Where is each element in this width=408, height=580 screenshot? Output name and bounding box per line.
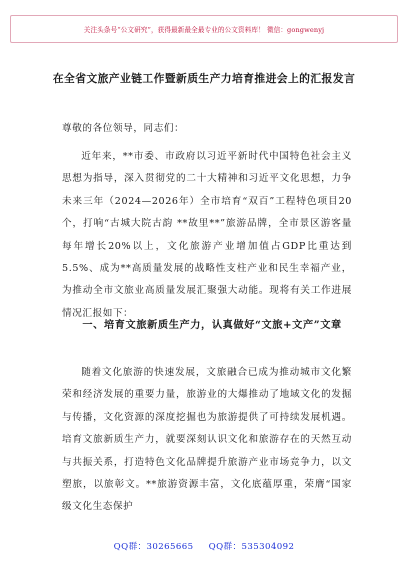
section-heading: 一、培育文旅新质生产力，认真做好“文旅+文产”文章: [82, 319, 342, 331]
footer-contacts: [0, 540, 408, 552]
footer-qq-group-2: QQ群：535304092: [208, 542, 295, 552]
footer-qq-group-1: QQ群：30265665: [113, 542, 194, 552]
paragraph: 近年来，**市委、市政府以习近平新时代中国特色社会主义思想为指导，深入贯彻党的二十大精神和习近平文化思想，力争未来三年（2024—2026年）全市培育“双百”工程特色项目20个，打响“古城大院古韵 **故里**”旅游品牌，全市景区游客量每年增长20%以上，文化旅游产业增加值占GDP比重达到5.5%、成为**高质量发展的战略性支柱产业和民生幸福产业，为推动全市文旅业高质量发展汇聚强大动能。现将有关工作进展情况汇报如下：: [62, 151, 352, 319]
banner-text: 关注头条号“公文研究”，获得最新最全最专业的公文资料库！ 微信：gongwenyj: [83, 26, 325, 34]
header-banner: [10, 15, 398, 43]
greeting: 尊敬的各位领导，同志们：: [62, 123, 185, 134]
document-title: 在全省文旅产业链工作暨新质生产力培育推进会上的汇报发言: [52, 72, 356, 85]
paragraph: 随着文化旅游的快速发展，文旅融合已成为推动城市文化繁荣和经济发展的重要力量，旅游业的大爆推动了地域文化的发掘与传播，文化资源的深度挖掘也为旅游提供了可持续发展机遇。培育文旅新质生产力，就要深刻认识文化和旅游存在的天然互动与共振关系，打造特色文化品牌提升旅游产业市场竞争力，以文塑旅，以旅彰文。**旅游资源丰富，文化底蕴厚重，荣膺“国家级文化生态保护: [62, 367, 352, 513]
